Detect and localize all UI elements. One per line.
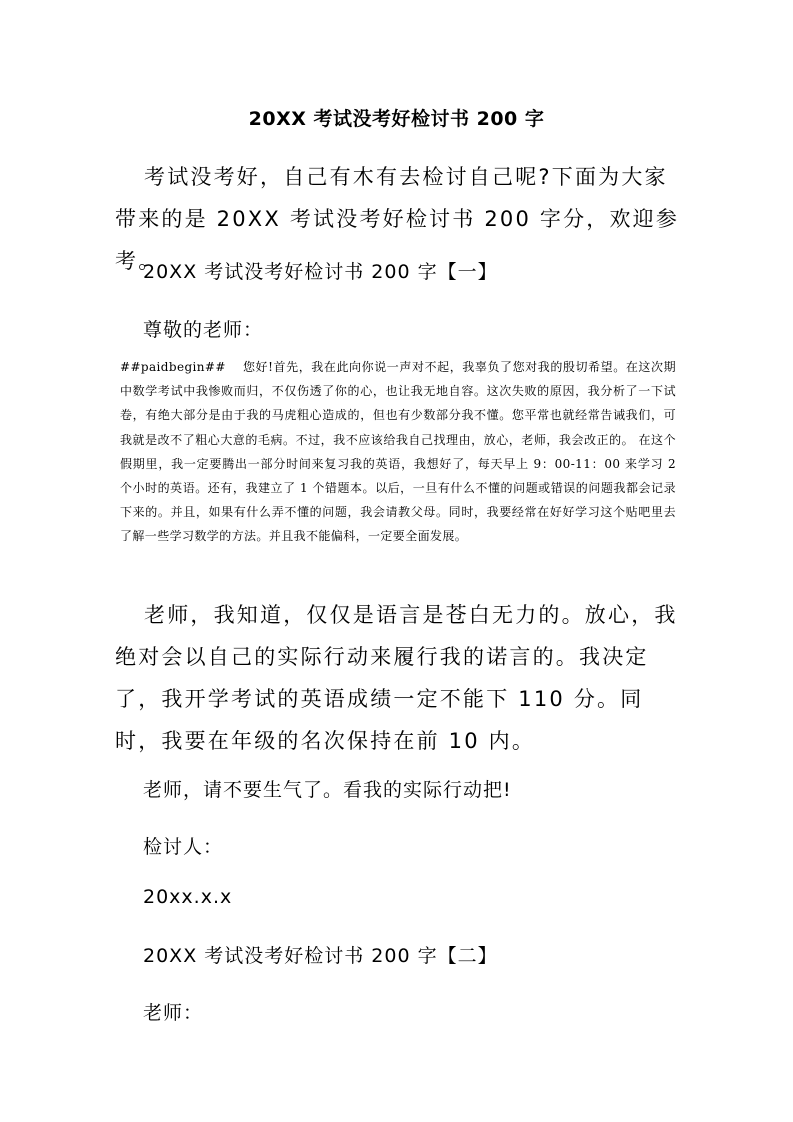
- document-title: 20XX 考试没考好检讨书 200 字: [248, 108, 545, 130]
- salutation-2: 老师：: [143, 1002, 204, 1024]
- salutation-1: 尊敬的老师：: [143, 319, 264, 341]
- signer-label: 检讨人：: [143, 836, 224, 858]
- promise-paragraph: 老师，我知道，仅仅是语言是苍白无力的。放心，我绝对会以自己的实际行动来履行我的诺言的。我决定了，我开学考试的英语成绩一定不能下 110 分。同时，我要在年级的名次保持在前 10 内。: [115, 603, 678, 753]
- letter-body-small: ##paidbegin## 您好!首先，我在此向你说一声对不起，我辜负了您对我的殷切希望。在这次期中数学考试中我惨败而归，不仅伤透了你的心，也让我无地自容。这次失败的原因，我分析了一下试卷，有绝大部分是由于我的马虎粗心造成的，但也有少数部分我不懂。您平常也就经常告诫我们，可我就是改不了粗心大意的毛病。不过，我不应该给我自己找理由，放心，老师，我会改正的。 在这个假期里，我一定要腾出一部分时间来复习我的英语，我想好了，每天早上 9：00-11：00 来学习 2 个小时的英语。还有，我建立了 1 个错题本。以后，一旦有什么不懂的问题或错误的问题我都会记录下来的。并且，如果有什么弄不懂的问题，我会请教父母。同时，我要经常在好好学习这个贴吧里去了解一些学习数学的方法。并且我不能偏科，一定要全面发展。: [120, 360, 676, 544]
- intro-paragraph: 考试没考好，自己有木有去检讨自己呢?下面为大家带来的是 20XX 考试没考好检讨书 200 字分，欢迎参考。: [115, 165, 680, 273]
- section-heading-1: 20XX 考试没考好检讨书 200 字【一】: [143, 261, 498, 283]
- closing-line: 老师，请不要生气了。看我的实际行动把!: [143, 779, 512, 801]
- section-heading-2: 20XX 考试没考好检讨书 200 字【二】: [143, 945, 498, 967]
- letter-date: 20xx.x.x: [143, 886, 233, 908]
